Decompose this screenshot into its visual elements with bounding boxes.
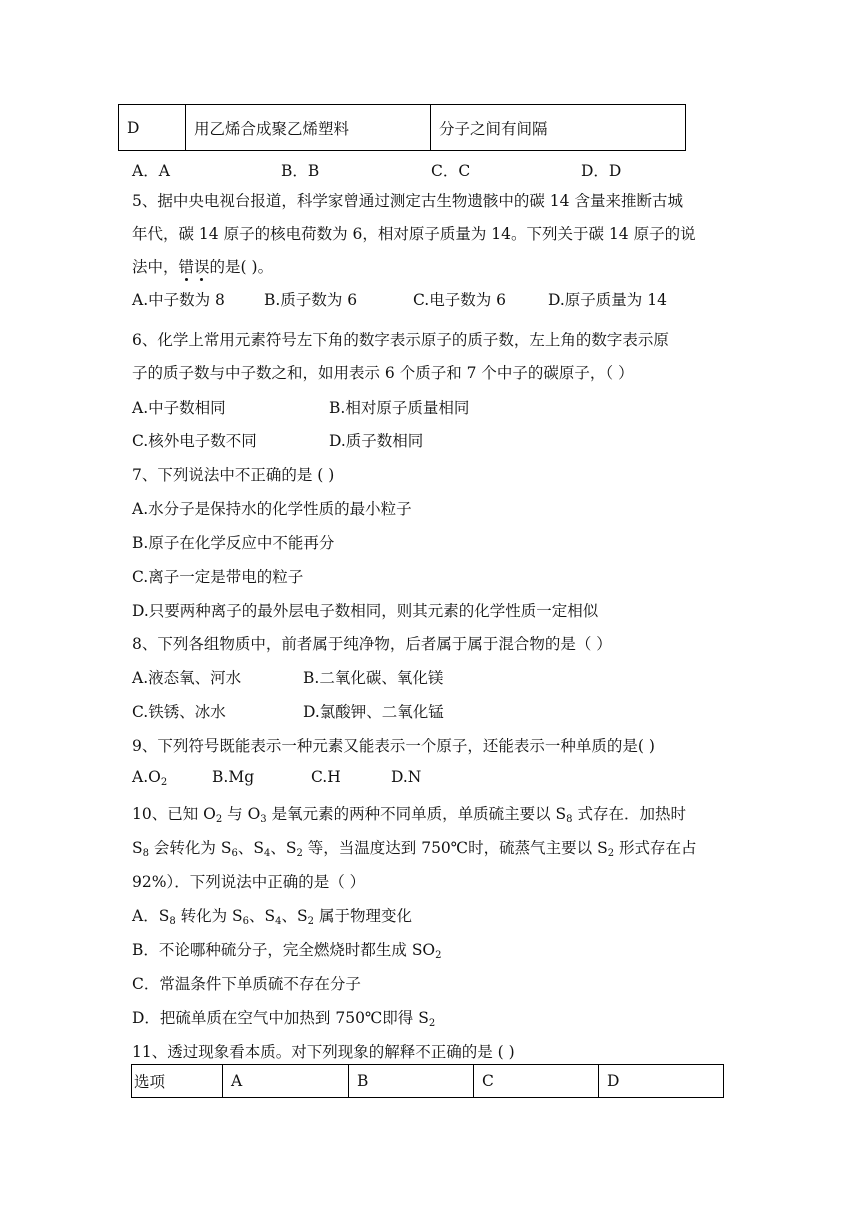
q5-option-a: A.中子数为 8 bbox=[132, 291, 225, 309]
text-run: B．不论哪种硫分子，完全燃烧时都生成 SO bbox=[132, 941, 436, 959]
q6-stem-line-2: 子的质子数与中子数之和，如用表示 6 个质子和 7 个中子的碳原子，（ ） bbox=[132, 364, 634, 382]
subscript: 6 bbox=[231, 848, 238, 859]
q5-option-b: B.质子数为 6 bbox=[264, 291, 358, 309]
text-run: 与 O bbox=[222, 805, 261, 823]
subscript: 2 bbox=[607, 848, 615, 859]
table-cell: 分子之间有间隔 bbox=[431, 105, 686, 151]
subscript: 2 bbox=[296, 848, 303, 859]
q5-line3-post: 的是( )。 bbox=[209, 258, 274, 276]
table-header-cell: B bbox=[349, 1065, 474, 1098]
options-table-top bbox=[118, 104, 686, 151]
text-run: D．把硫单质在空气中加热到 750℃即得 S bbox=[132, 1009, 429, 1027]
text-run: A．S bbox=[132, 907, 170, 925]
subscript: 3 bbox=[260, 814, 267, 825]
text-run: 、S bbox=[281, 907, 308, 925]
table-header-cell: 选项 bbox=[132, 1065, 223, 1098]
q5-stem-line-1: 5、据中央电视台报道，科学家曾通过测定古生物遗骸中的碳 14 含量来推断古城 bbox=[132, 192, 683, 210]
q9-stem: 9、下列符号既能表示一种元素又能表示一个原子，还能表示一种单质的是( ) bbox=[132, 737, 655, 755]
q10-option-c: C．常温条件下单质硫不存在分子 bbox=[132, 975, 361, 993]
q7-option-c: C.离子一定是带电的粒子 bbox=[132, 568, 304, 586]
q6-option-a: A.中子数相同 bbox=[132, 399, 226, 417]
table-header-row bbox=[132, 1065, 724, 1098]
q8-option-b: B.二氧化碳、氧化镁 bbox=[303, 669, 444, 687]
q4-option-d: D．D bbox=[581, 162, 622, 180]
q11-stem: 11、透过现象看本质。对下列现象的解释不正确的是 ( ) bbox=[132, 1043, 515, 1061]
q7-option-a: A.水分子是保持水的化学性质的最小粒子 bbox=[132, 500, 412, 518]
q8-option-a: A.液态氧、河水 bbox=[132, 669, 242, 687]
q6-stem-line-1: 6、化学上常用元素符号左下角的数字表示原子的质子数，左上角的数字表示原 bbox=[132, 331, 669, 349]
text-run: 是氧元素的两种不同单质，单质硫主要以 S bbox=[266, 805, 567, 823]
text-run: 转化为 S bbox=[175, 907, 243, 925]
text-run: 式存在．加热时 bbox=[572, 805, 686, 823]
q11-table bbox=[131, 1064, 724, 1098]
q5-stem-line-2: 年代，碳 14 原子的核电荷数为 6，相对原子质量为 14。下列关于碳 14 原子的说 bbox=[132, 225, 696, 243]
text-run: S bbox=[132, 839, 143, 857]
table-cell: D bbox=[119, 105, 186, 151]
q7-option-b: B.原子在化学反应中不能再分 bbox=[132, 534, 335, 552]
q8-option-c: C.铁锈、冰水 bbox=[132, 703, 226, 721]
text-run: 等，当温度达到 750℃时，硫蒸气主要以 S bbox=[302, 839, 608, 857]
q5-option-c: C.电子数为 6 bbox=[413, 291, 507, 309]
subscript: 2 bbox=[428, 1018, 436, 1029]
table-header-cell: C bbox=[474, 1065, 599, 1098]
q9-option-c: C.H bbox=[311, 768, 341, 786]
subscript: 4 bbox=[275, 916, 282, 927]
text-run: 、S bbox=[270, 839, 297, 857]
subscript: 4 bbox=[263, 848, 271, 859]
q7-stem: 7、下列说法中不正确的是 ( ) bbox=[132, 466, 335, 484]
q8-option-d: D.氯酸钾、二氧化锰 bbox=[303, 703, 444, 721]
q10-stem-line-2 bbox=[132, 836, 697, 858]
q4-option-b: B．B bbox=[281, 162, 320, 180]
subscript: 2 bbox=[435, 950, 442, 961]
q6-option-b: B.相对原子质量相同 bbox=[329, 399, 470, 417]
q9-option-d: D.N bbox=[391, 768, 422, 786]
subscript: 8 bbox=[142, 848, 149, 859]
text-run: 、S bbox=[237, 839, 264, 857]
q8-stem: 8、下列各组物质中，前者属于纯净物，后者属于属于混合物的是（ ） bbox=[132, 635, 612, 653]
subscript: 2 bbox=[160, 777, 168, 788]
q10-stem-line-3: 92%）．下列说法中正确的是（ ） bbox=[132, 873, 366, 891]
emphasis-char: 错 bbox=[178, 258, 195, 276]
q4-option-a: A．A bbox=[132, 162, 170, 180]
subscript: 8 bbox=[566, 814, 573, 825]
table-header-cell: D bbox=[599, 1065, 724, 1098]
q5-option-d: D.原子质量为 14 bbox=[548, 291, 667, 309]
formula-text: A.O bbox=[132, 768, 161, 786]
table-header-cell: A bbox=[223, 1065, 349, 1098]
table-cell: 用乙烯合成聚乙烯塑料 bbox=[186, 105, 431, 151]
q9-option-a bbox=[132, 768, 167, 786]
q7-option-d: D.只要两种离子的最外层电子数相同，则其元素的化学性质一定相似 bbox=[132, 602, 599, 620]
q10-option-b bbox=[132, 938, 442, 960]
text-run: 、S bbox=[249, 907, 276, 925]
emphasis-char: 误 bbox=[194, 258, 210, 276]
text-run: 会转化为 S bbox=[149, 839, 232, 857]
text-run: 形式存在占 bbox=[614, 839, 697, 857]
subscript: 2 bbox=[215, 814, 223, 825]
q10-stem-line-1 bbox=[132, 802, 686, 824]
text-run: 10、已知 O bbox=[132, 805, 216, 823]
subscript: 2 bbox=[307, 916, 315, 927]
q10-option-a bbox=[132, 904, 412, 926]
q6-option-c: C.核外电子数不同 bbox=[132, 432, 257, 450]
q4-option-c: C．C bbox=[431, 162, 471, 180]
q9-option-b: B.Mg bbox=[212, 768, 255, 786]
q6-option-d: D.质子数相同 bbox=[329, 432, 424, 450]
subscript: 6 bbox=[242, 916, 250, 927]
table-row bbox=[119, 105, 686, 151]
subscript: 8 bbox=[169, 916, 176, 927]
q10-option-d bbox=[132, 1006, 435, 1028]
q5-line3-pre: 法中， bbox=[132, 258, 179, 276]
q5-stem-line-3 bbox=[132, 255, 273, 277]
text-run: 属于物理变化 bbox=[314, 907, 412, 925]
